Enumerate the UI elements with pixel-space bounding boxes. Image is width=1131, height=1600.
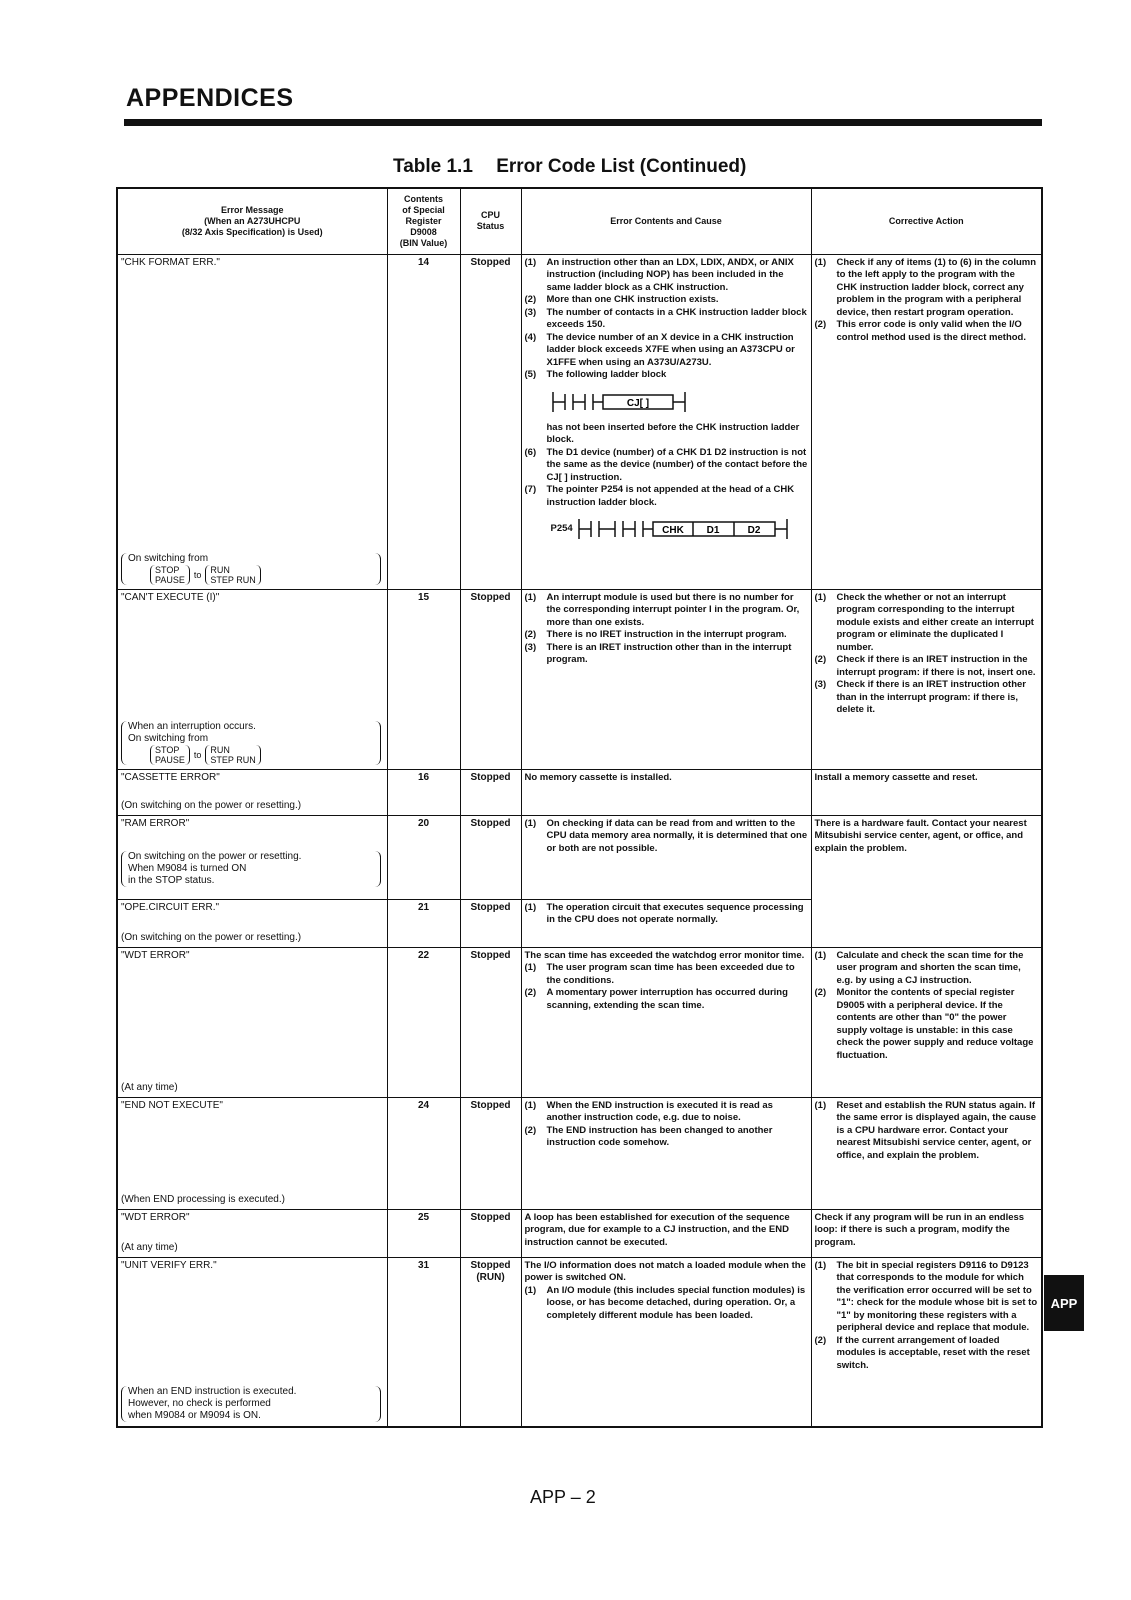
error-message-cell: "RAM ERROR" On switching on the power or resetting. When M9084 is turned ON in the STOP status. bbox=[117, 815, 387, 899]
cpu-status: Stopped bbox=[460, 1209, 521, 1257]
table-title bbox=[393, 156, 746, 178]
table-row bbox=[117, 1209, 1042, 1257]
cpu-status: Stopped bbox=[460, 899, 521, 947]
error-code: 25 bbox=[387, 1209, 460, 1257]
table-number: Table 1.1 bbox=[393, 156, 473, 177]
error-message-cell: "WDT ERROR" (At any time) bbox=[117, 1209, 387, 1257]
error-message-cell: "CAN'T EXECUTE (I)" When an interruption occurs. On switching from STOP PAUSE to RUN STEP RUN bbox=[117, 589, 387, 769]
corrective-action-cell: Check if any program will be run in an endless loop: if there is such a program, modify the program. bbox=[811, 1209, 1042, 1257]
appendix-side-tab: APP bbox=[1044, 1275, 1084, 1331]
error-message-cell: "WDT ERROR" (At any time) bbox=[117, 947, 387, 1097]
corrective-action-cell: (1) Check the whether or not an interrupt program corresponding to the interrupt module exists and either create an interrupt program or eliminate the duplicated I number. (2) Check if there is an IRET instruction in the interrupt program: if there is not, insert one. (3) Check if there is an IRET instruction other than in the interrupt program: if there is, delete it. bbox=[811, 589, 1042, 769]
error-cause-cell: (1) An instruction other than an LDX, LDIX, ANDX, or ANIX instruction (including NOP) has been included in the same ladder block as a CHK instruction. (2) More than one CHK instruction exists. (3) The number of contacts in a CHK instruction ladder block exceeds 150. (4) The device number of an X device in a CHK instruction ladder block exceeds X7FE when using an A373CPU or X1FFE when using an A373U/A273U. (5) The following ladder block CJ[ ] has not been inserted before the CHK instruction ladder block. (6) The D1 device (number) of a CHK D1 D2 instruction is not the same as the device (number) of the contact before the CJ[ ] instruction. (7) The pointer P254 is not appended at the head of a CHK instruction ladder block. P254 CHK D1 D2 bbox=[521, 254, 811, 589]
error-cause-cell: (1) An interrupt module is used but there is no number for the corresponding interrupt pointer I in the program. Or, more than one exists. (2) There is no IRET instruction in the interrupt program. (3) There is an IRET instruction other than in the interrupt program. bbox=[521, 589, 811, 769]
col-header-cause: Error Contents and Cause bbox=[521, 188, 811, 254]
col-header-register: Contents of Special Register D9008 (BIN Value) bbox=[387, 188, 460, 254]
svg-text:D1: D1 bbox=[706, 525, 720, 536]
error-cause-cell: No memory cassette is installed. bbox=[521, 769, 811, 815]
table-row bbox=[117, 947, 1042, 1097]
error-code-table bbox=[116, 187, 1043, 1428]
cpu-status: Stopped (RUN) bbox=[460, 1257, 521, 1427]
error-code: 20 bbox=[387, 815, 460, 899]
condition-note: (On switching on the power or resetting.) bbox=[121, 932, 302, 943]
corrective-action-cell: (1) The bit in special registers D9116 to D9123 that corresponds to the module for which the verification error occurred will be set to "1": check for the module whose bit is set to "1" by monitoring these registers with a peripheral device and replace that module. (2) If the current arrangement of loaded modules is acceptable, reset with the reset switch. bbox=[811, 1257, 1042, 1427]
error-code: 14 bbox=[387, 254, 460, 589]
condition-note: (When END processing is executed.) bbox=[121, 1194, 285, 1205]
corrective-action-cell: (1) Check if any of items (1) to (6) in the column to the left apply to the program with the CHK instruction ladder block, correct any problem in the program with a peripheral device, then restart program operation. (2) This error code is only valid when the I/O control method used is the direct method. bbox=[811, 254, 1042, 589]
table-row bbox=[117, 1257, 1042, 1427]
table-row bbox=[117, 254, 1042, 589]
condition-note: When an interruption occurs. On switching from STOP PAUSE to RUN STEP RUN bbox=[121, 721, 381, 765]
cpu-status: Stopped bbox=[460, 947, 521, 1097]
svg-text:D2: D2 bbox=[747, 525, 761, 536]
error-cause-cell: A loop has been established for execution of the sequence program, due for example to a CJ instruction, and the END instruction cannot be executed. bbox=[521, 1209, 811, 1257]
ladder-diagram-cj bbox=[551, 388, 808, 416]
cpu-status: Stopped bbox=[460, 589, 521, 769]
svg-text:CHK: CHK bbox=[661, 525, 684, 536]
error-cause-cell: The scan time has exceeded the watchdog error monitor time. (1) The user program scan time has been exceeded due to the conditions. (2) A momentary power interruption has occurred during scanning, extending the scan time. bbox=[521, 947, 811, 1097]
table-caption: Error Code List (Continued) bbox=[496, 156, 747, 177]
error-cause-cell: (1) The operation circuit that executes sequence processing in the CPU does not operate normally. bbox=[521, 899, 811, 947]
error-code: 15 bbox=[387, 589, 460, 769]
condition-note: (At any time) bbox=[121, 1242, 178, 1253]
error-code: 16 bbox=[387, 769, 460, 815]
error-message-cell: "OPE.CIRCUIT ERR." (On switching on the power or resetting.) bbox=[117, 899, 387, 947]
header-rule bbox=[124, 119, 1042, 126]
corrective-action-cell: (1) Calculate and check the scan time for the user program and shorten the scan time, e.g. by using a CJ instruction. (2) Monitor the contents of special register D9005 with a peripheral device. If the contents are other than "0" the power supply voltage is unstable: in this case check the power supply and reduce voltage fluctuation. bbox=[811, 947, 1042, 1097]
table-row bbox=[117, 769, 1042, 815]
col-header-message: Error Message (When an A273UHCPU (8/32 Axis Specification) is Used) bbox=[117, 188, 387, 254]
condition-note: (At any time) bbox=[121, 1082, 178, 1093]
error-code: 24 bbox=[387, 1097, 460, 1209]
error-cause-cell: (1) When the END instruction is executed it is read as another instruction code, e.g. due to noise. (2) The END instruction has been changed to another instruction code somehow. bbox=[521, 1097, 811, 1209]
error-message-cell: "END NOT EXECUTE" (When END processing is executed.) bbox=[117, 1097, 387, 1209]
error-code: 31 bbox=[387, 1257, 460, 1427]
col-header-status: CPU Status bbox=[460, 188, 521, 254]
error-cause-cell: (1) On checking if data can be read from and written to the CPU data memory area normally, it is determined that one or both are not possible. bbox=[521, 815, 811, 899]
table-row bbox=[117, 815, 1042, 899]
cpu-status: Stopped bbox=[460, 815, 521, 899]
ladder-pointer: P254 bbox=[550, 522, 573, 534]
corrective-action-cell: There is a hardware fault. Contact your nearest Mitsubishi service center, agent, or office, and explain the problem. bbox=[811, 815, 1042, 947]
cpu-status: Stopped bbox=[460, 254, 521, 589]
error-code: 22 bbox=[387, 947, 460, 1097]
ladder-diagram-chk bbox=[551, 515, 808, 543]
ladder-cj-label: CJ[ ] bbox=[626, 397, 649, 409]
error-code: 21 bbox=[387, 899, 460, 947]
cpu-status: Stopped bbox=[460, 1097, 521, 1209]
condition-note: On switching on the power or resetting. When M9084 is turned ON in the STOP status. bbox=[121, 851, 381, 887]
section-title: APPENDICES bbox=[126, 84, 294, 112]
table-row bbox=[117, 1097, 1042, 1209]
cpu-status: Stopped bbox=[460, 769, 521, 815]
condition-note: (On switching on the power or resetting.) bbox=[121, 800, 302, 811]
col-header-action: Corrective Action bbox=[811, 188, 1042, 254]
page-number: APP – 2 bbox=[530, 1487, 596, 1507]
error-message-cell: "CASSETTE ERROR" (On switching on the power or resetting.) bbox=[117, 769, 387, 815]
error-message-cell: "UNIT VERIFY ERR." When an END instruction is executed. However, no check is performed when M9084 or M9094 is ON. bbox=[117, 1257, 387, 1427]
corrective-action-cell: Install a memory cassette and reset. bbox=[811, 769, 1042, 815]
condition-note: When an END instruction is executed. However, no check is performed when M9084 or M9094 is ON. bbox=[121, 1386, 381, 1422]
condition-note: On switching from STOP PAUSE to RUN STEP RUN bbox=[121, 553, 381, 585]
corrective-action-cell: (1) Reset and establish the RUN status again. If the same error is displayed again, the cause is a CPU hardware error. Contact your nearest Mitsubishi service center, agent, or office, and explain the problem. bbox=[811, 1097, 1042, 1209]
table-row bbox=[117, 589, 1042, 769]
error-message-cell: "CHK FORMAT ERR." On switching from STOP PAUSE to RUN STEP RUN bbox=[117, 254, 387, 589]
error-cause-cell: The I/O information does not match a loaded module when the power is switched ON. (1) An I/O module (this includes special function modules) is loose, or has become detached, during operation. Or, a completely different module has been loaded. bbox=[521, 1257, 811, 1427]
